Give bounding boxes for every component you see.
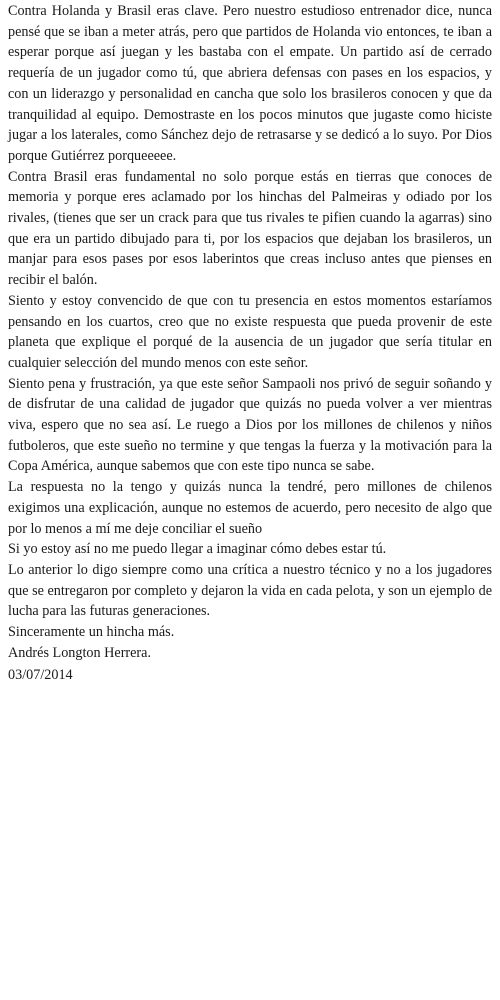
letter-date: 03/07/2014 bbox=[8, 666, 73, 683]
paragraph-sampaoli: Siento pena y frustración, ya que este señor Sampaoli nos privó de seguir soñando y de disfrutar de una calidad de jugador que quizás no pueda volver a ver mientras viva, espero que no sea así. Le ruego a Dios por los millones de chilenos y niños futboleros, que este sueño no termine y que tengas la fuerza y la motivación para la Copa América, aunque sabemos que con este tipo nunca se sabe. bbox=[8, 375, 492, 475]
signature-name: Andrés Longton Herrera. bbox=[8, 644, 152, 661]
closing-line: Sinceramente un hincha más. bbox=[8, 624, 175, 641]
paragraph-contra-brasil: Contra Brasil eras fundamental no solo porque estás en tierras que conoces de memoria y porque eres aclamado por los hinchas del Palmeiras y odiado por los rivales, (tienes que ser un crack para que tus rivales te pifien cuando la agarras) sino que era un partido dibujado para ti, por los espacios que dejaban los brasileros, un manjar para esos pases por esos laberintos que creas incluso antes que pienses en recibir el balón. bbox=[8, 168, 492, 289]
paragraph-presencia: Siento y estoy convencido de que con tu presencia en estos momentos estaríamos pensando en los cuartos, creo que no existe respuesta que pueda provenir de este planeta que explique el porqué de la ausencia de un jugador que sería titular en cualquier selección del mundo menos con este señor. bbox=[8, 292, 492, 371]
paragraph-holanda-brasil: Contra Holanda y Brasil eras clave. Pero nuestro estudioso entrenador dice, nunca pensé que se iban a meter atrás, pero que partidos de Holanda vio entonces, te iban a esperar porque así juegan y les bastaba con el empate. Un partido así de cerrado requería de un jugador como tú, que abriera defensas con pases en los espacios, y con un liderazgo y personalidad en cancha que solo los brasileros conocen y que da tranquilidad al equipo. Demostraste en los pocos minutos que jugaste como hiciste jugar a los laterales, como Sánchez dejo de retrasarse y se dedicó a lo suyo. Por Dios porque Gutiérrez porqueeeee. bbox=[8, 3, 492, 164]
paragraph-respuesta: La respuesta no la tengo y quizás nunca la tendré, pero millones de chilenos exigimos una explicación, aunque no estemos de acuerdo, pero necesito de algo que por lo menos a mí me deje conciliar el sueño bbox=[8, 479, 492, 537]
paragraph-critica: Lo anterior lo digo siempre como una crítica a nuestro técnico y no a los jugadores que se entregaron por completo y dejaron la vida en cada pelota, y son un ejemplo de lucha para las futuras generaciones. bbox=[8, 561, 492, 620]
paragraph-si-yo-estoy: Si yo estoy así no me puedo llegar a imaginar cómo debes estar tú. bbox=[8, 541, 387, 558]
